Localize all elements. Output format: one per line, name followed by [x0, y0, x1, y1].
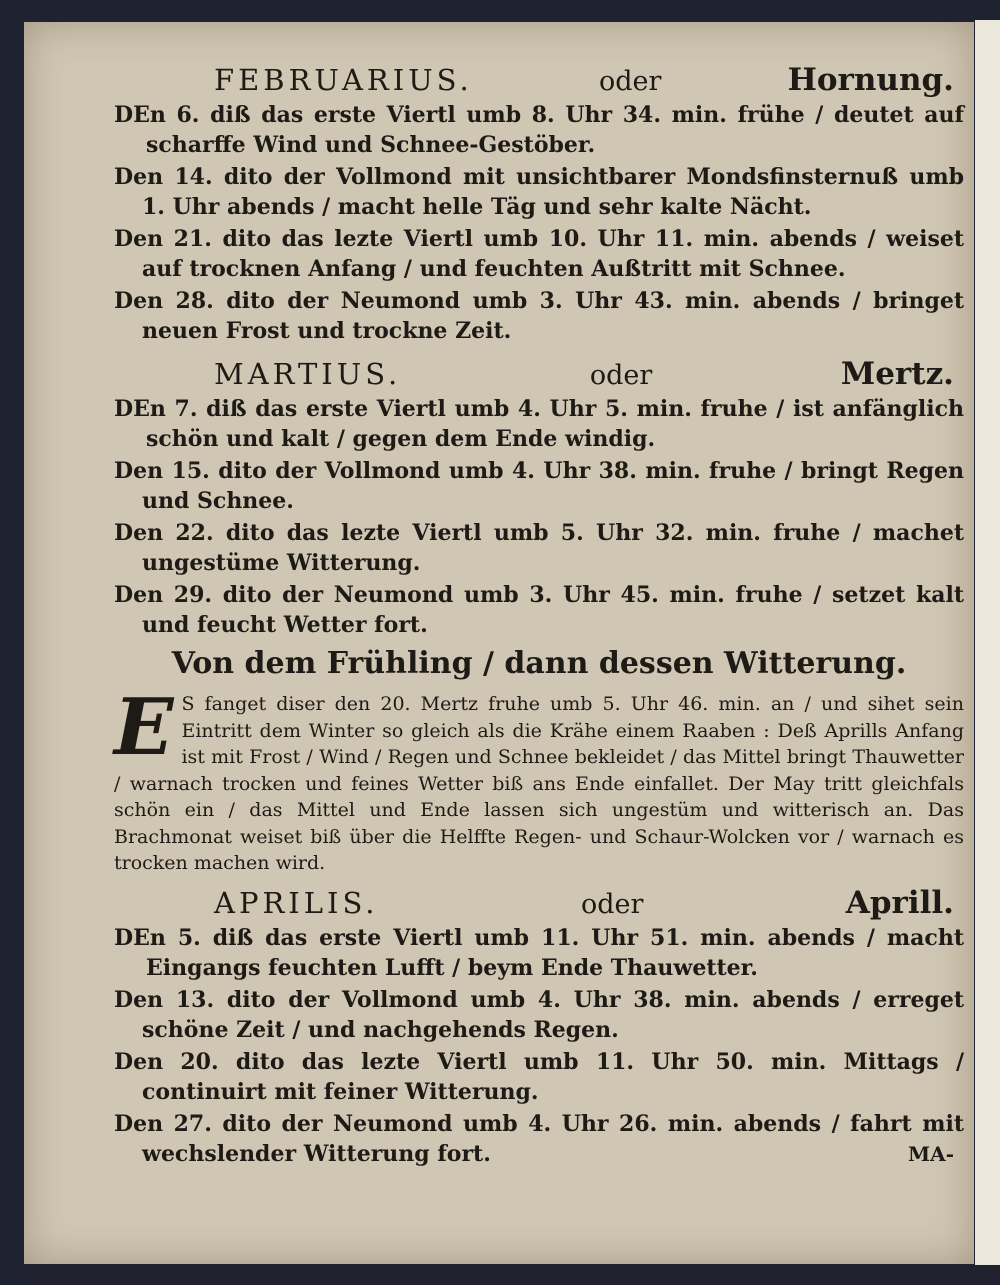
- month-oder: oder: [598, 66, 662, 97]
- spring-paragraph: [114, 682, 964, 877]
- month-latin: MARTIUS.: [214, 357, 402, 391]
- entry-apr-3: Den 20. dito das lezte Viertl umb 11. Uhr 50. min. Mittags / continuirt mit feiner Witterung.: [114, 1048, 964, 1105]
- entry-apr-1: DEn 5. diß das erste Viertl umb 11. Uhr 51. min. abends / macht Eingangs feuchten Lufft / beym Ende Thauwetter.: [114, 924, 964, 981]
- entry-feb-2: Den 14. dito der Vollmond mit unsichtbarer Mondsfinsternuß umb 1. Uhr abends / macht helle Täg und sehr kalte Nächt.: [114, 164, 964, 220]
- drop-cap: E: [114, 682, 174, 773]
- scan-background: [20, 1265, 1000, 1285]
- entry-feb-3: Den 21. dito das lezte Viertl umb 10. Uhr 11. min. abends / weiset auf trocknen Anfang / und feuchten Außtritt mit Schnee.: [114, 226, 964, 282]
- page-text: [114, 62, 964, 1171]
- entry-mar-4: Den 29. dito der Neumond umb 3. Uhr 45. min. fruhe / setzet kalt und feucht Wetter fort.: [114, 582, 964, 638]
- entry-mar-1: DEn 7. diß das erste Viertl umb 4. Uhr 5. min. fruhe / ist anfänglich schön und kalt / gegen dem Ende windig.: [114, 396, 964, 452]
- spring-title: Von dem Frühling / dann dessen Witterung.: [171, 646, 907, 681]
- month-german: Aprill.: [845, 884, 954, 921]
- spring-text: S fanget diser den 20. Mertz fruhe umb 5. Uhr 46. min. an / und sihet sein Eintritt dem Winter so gleich als die Krähe einem Raaben : Deß Aprills Anfang ist mit Frost / Wind / Regen und Schnee bekleidet / das Mittel bringt Thauwetter / warnach trocken und feines Wetter biß ans Ende einfallet. Der May tritt gleichfals schön ein / das Mittel und Ende lassen sich ungestüm und witterisch an. Das Brachmonat weiset biß über die Helffte Regen- und Schaur-Wolcken vor / warnach es trocken machen wird.: [114, 693, 964, 874]
- entry-mar-3: Den 22. dito das lezte Viertl umb 5. Uhr 32. min. fruhe / machet ungestüme Witterung.: [114, 520, 964, 576]
- entry-apr-4: [114, 1109, 964, 1169]
- month-oder: oder: [589, 360, 653, 391]
- month-oder: oder: [580, 888, 644, 920]
- entry-apr-4-text: Den 27. dito der Neumond umb 4. Uhr 26. min. abends / fahrt mit wechslender Witterung fort.: [114, 1110, 964, 1167]
- facing-page-edge: [975, 20, 1000, 1270]
- month-german: Mertz.: [840, 356, 954, 392]
- heading-march: [114, 356, 964, 392]
- heading-april: [114, 885, 964, 921]
- entry-feb-4: Den 28. dito der Neumond umb 3. Uhr 43. min. abends / bringet neuen Frost und trockne Zeit.: [114, 288, 964, 344]
- month-latin: APRILIS.: [214, 885, 379, 920]
- catchword: MA-: [908, 1141, 954, 1166]
- document-page: [24, 22, 974, 1264]
- entry-apr-2: Den 13. dito der Vollmond umb 4. Uhr 38. min. abends / erreget schöne Zeit / und nachgehends Regen.: [114, 986, 964, 1043]
- entry-mar-2: Den 15. dito der Vollmond umb 4. Uhr 38. min. fruhe / bringt Regen und Schnee.: [114, 458, 964, 514]
- heading-february: [114, 62, 964, 98]
- month-german: Hornung.: [787, 62, 954, 98]
- entry-feb-1: DEn 6. diß das erste Viertl umb 8. Uhr 34. min. frühe / deutet auf scharffe Wind und Schnee-Gestöber.: [114, 102, 964, 158]
- month-latin: FEBRUARIUS.: [214, 63, 473, 97]
